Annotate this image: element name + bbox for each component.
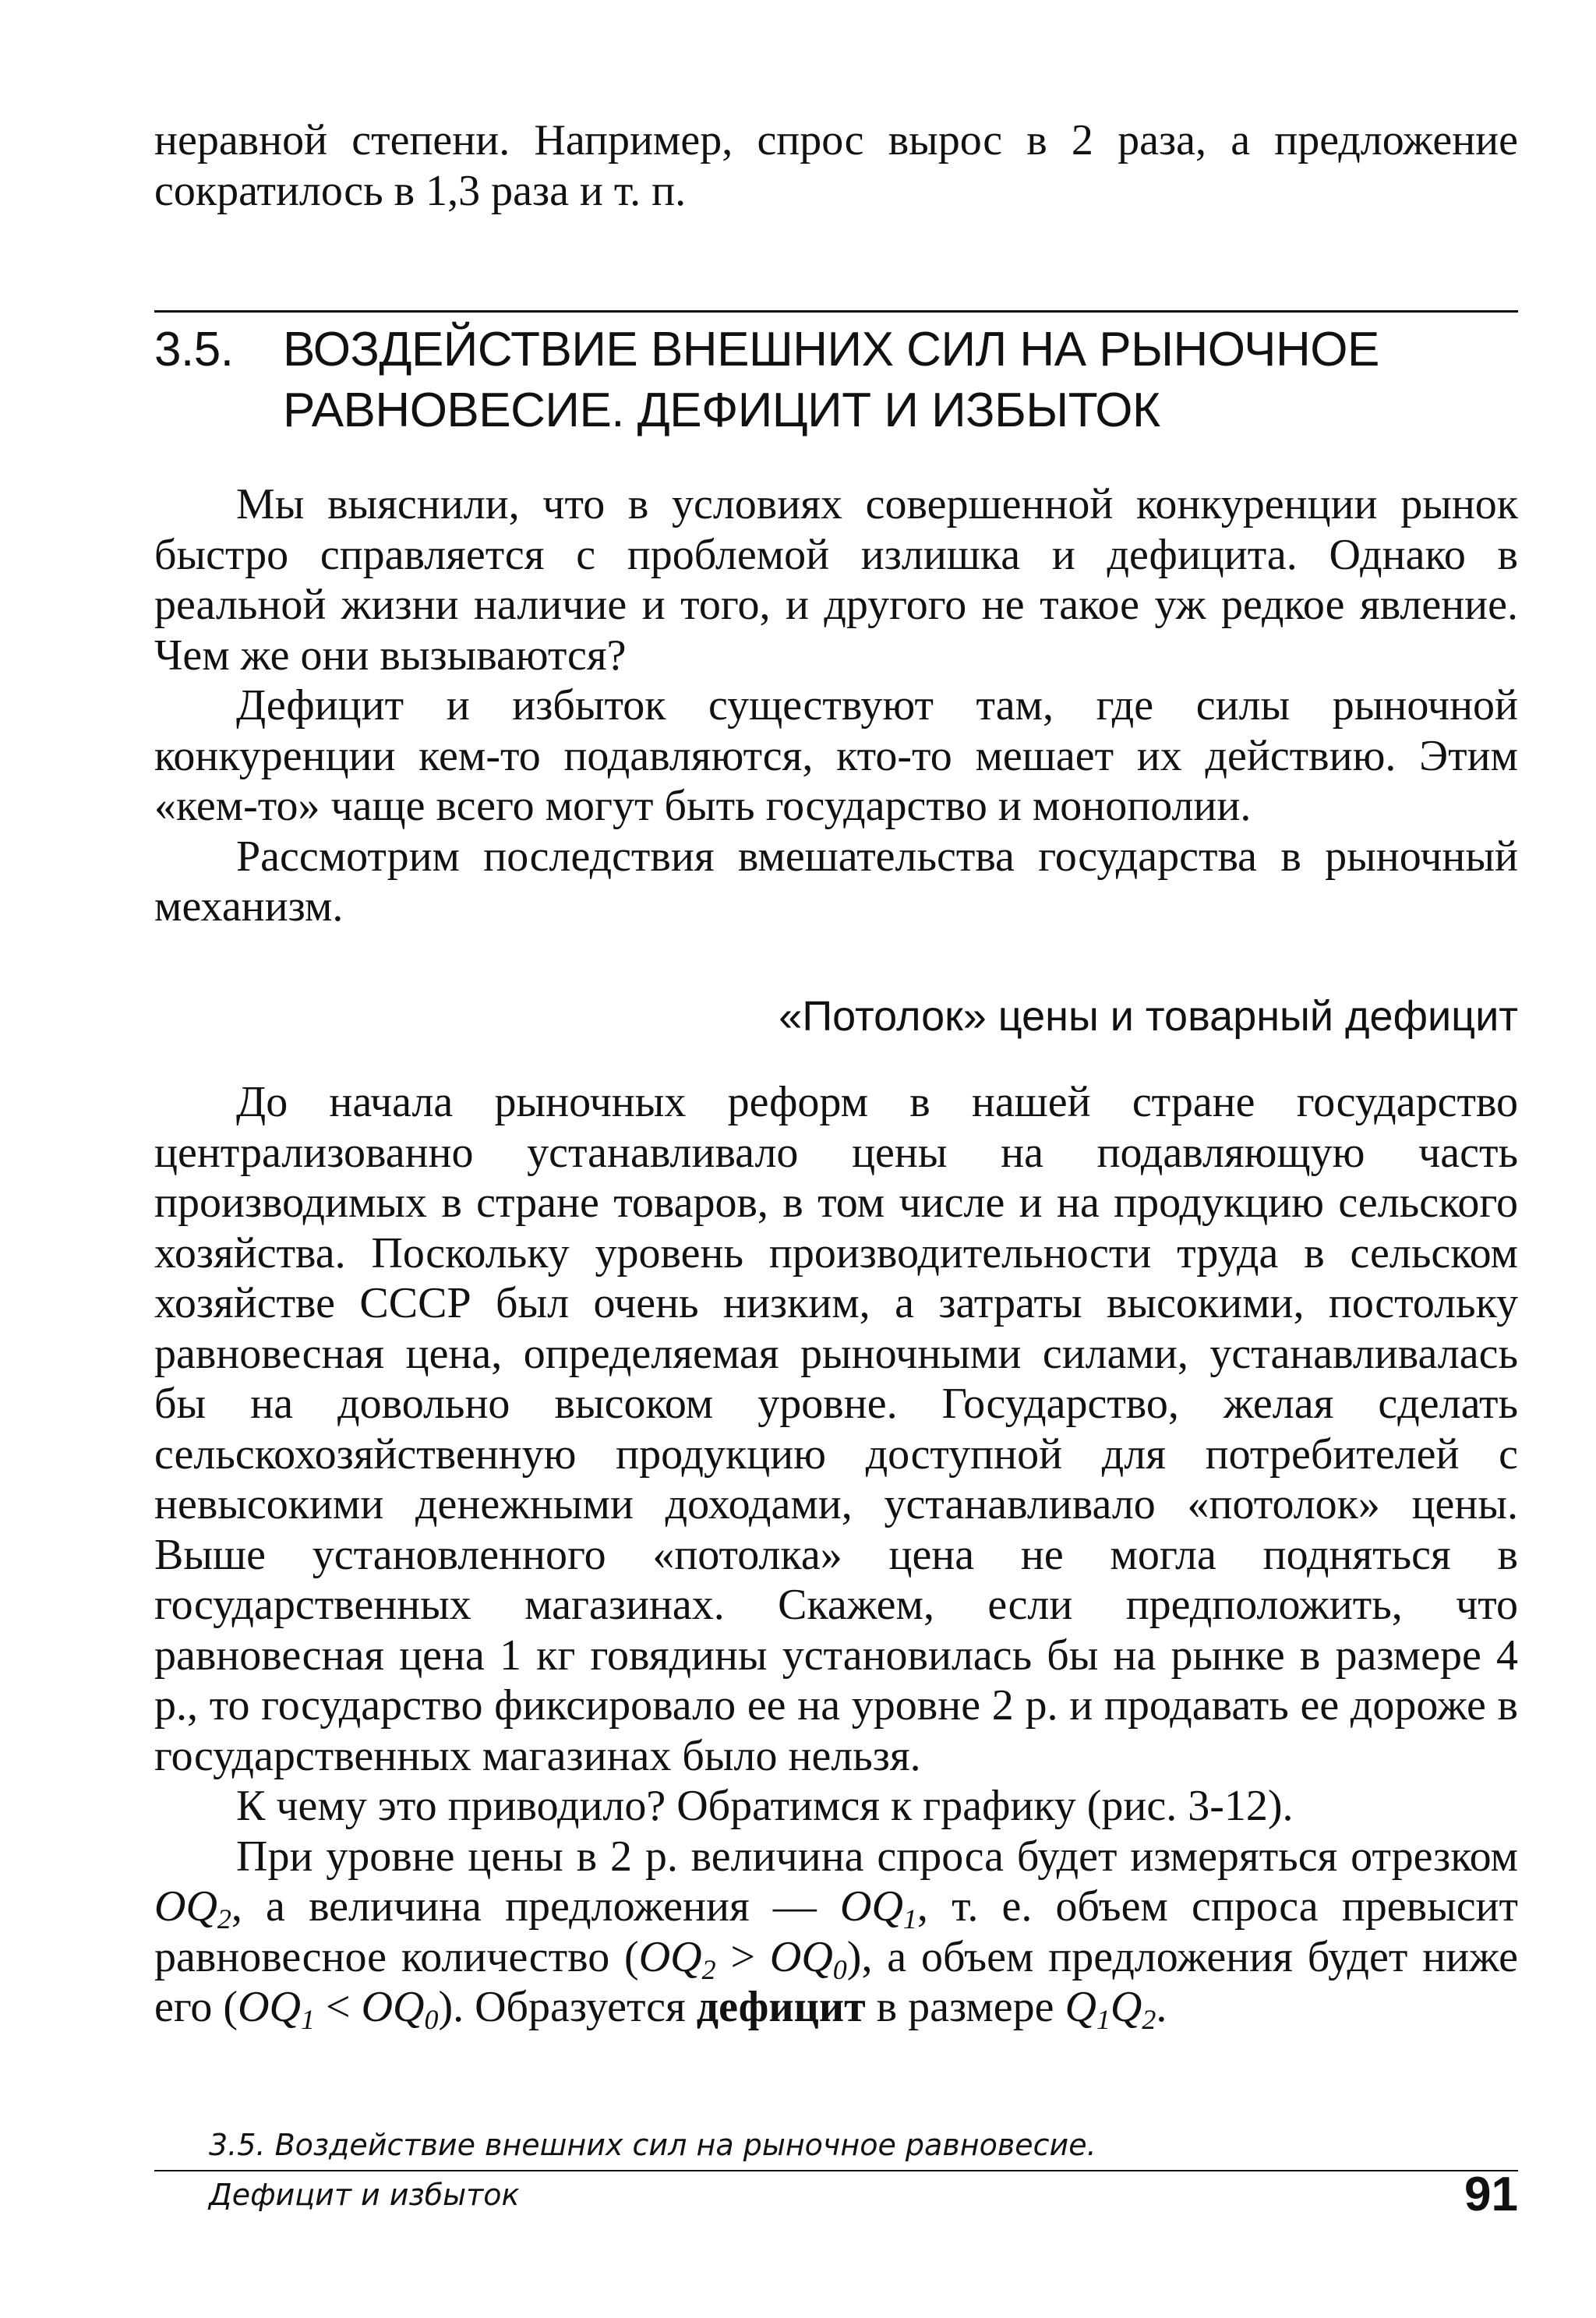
intro-paragraph: неравной степени. Например, спрос вырос в 2 раза, а предложение сократилось в 1,3 раза и т. п. (154, 116, 1518, 215)
deficit-term: дефицит (696, 1983, 866, 2031)
paragraph: Мы выяснили, что в условиях совершенной конкуренции рынок быстро справляется с проблемой излишка и дефицита. Однако в реальной жизни наличие и того, и другого не такое уж редкое явление. Чем же они вызываются? (154, 480, 1518, 680)
formula-q1q2: $Q_1Q_2$ (1065, 1983, 1156, 2035)
section-body-intro (154, 479, 1518, 932)
formula-oq2: $OQ_2$ (154, 1882, 231, 1935)
paragraph-with-formulas: При уровне цены в 2 р. величина спроса будет измеряться отрезком $OQ_2$, а величина предложения — $OQ_1$, т. е. объем спроса превысит равновесное количество $(OQ_2 > OQ_0)$, а объем предложения будет ниже его $(OQ_1 < OQ_0)$. Образуется дефицит в размере $Q_1Q_2$. (154, 1832, 1518, 2035)
paragraph: Рассмотрим последствия вмешательства государства в рыночный механизм. (154, 832, 1518, 931)
section-title: ВОЗДЕЙСТВИЕ ВНЕШНИХ СИЛ НА РЫНОЧНОЕ РАВНОВЕСИЕ. ДЕФИЦИТ И ИЗБЫТОК (283, 323, 1379, 437)
paragraph: Дефицит и избыток существуют там, где силы рыночной конкуренции кем-то подавляются, кто-то мешает их действию. Этим «кем-то» чаще всего могут быть государство и монополии. (154, 681, 1518, 830)
running-title-line2: Дефицит и избыток (209, 2178, 520, 2212)
book-page (154, 0, 1518, 2318)
section-rule (154, 310, 1518, 313)
running-title-line1: 3.5. Воздействие внешних сил на рыночное равновесие. (209, 2128, 1096, 2162)
subsection-body (154, 1077, 1518, 2033)
section-number: 3.5. (154, 323, 234, 376)
footer-rule (154, 2170, 1518, 2171)
formula-oq2-cmp: $OQ_2$ (638, 1932, 716, 1985)
formula-oq1: $OQ_1$ (840, 1882, 917, 1935)
formula-oq0-cmp2: $OQ_0$ (361, 1983, 439, 2035)
formula-oq0-cmp: $OQ_0$ (769, 1932, 847, 1985)
page-footer (154, 2126, 1518, 2228)
subsection-heading: «Потолок» цены и товарный дефицит (779, 993, 1518, 1040)
paragraph: К чему это приводило? Обратимся к графику (рис. 3-12). (236, 1782, 1294, 1830)
formula-oq1-cmp: $OQ_1$ (238, 1983, 315, 2035)
page-number: 91 (1464, 2168, 1518, 2221)
paragraph: До начала рыночных реформ в нашей стране государство централизованно устанавливало цены на подавляющую часть производимых в стране товаров, в том числе и на продукцию сельского хозяйства. Поскольку уровень производительности труда в сельском хозяйстве СССР был очень низким, а затраты высокими, постольку равновесная цена, определяемая рыночными силами, устанавливалась бы на довольно высоком уровне. Государство, желая сделать сельскохозяйственную продукцию доступной для потребителей с невысокими денежными доходами, устанавливало «потолок» цены. Выше установленного «потолка» цена не могла подняться в государственных магазинах. Скажем, если предположить, что равновесная цена 1 кг говядины установилась бы на рынке в размере 4 р., то государство фиксировало ее на уровне 2 р. и продавать ее дороже в государственных магазинах было нельзя. (154, 1078, 1518, 1780)
